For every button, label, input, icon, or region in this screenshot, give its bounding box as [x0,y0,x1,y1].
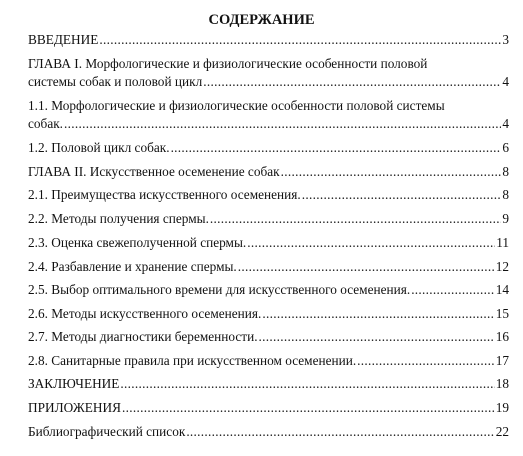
toc-entry-text: ЗАКЛЮЧЕНИЕ [28,376,120,391]
toc-page-number: 3 [502,32,509,47]
toc-leader-dots [122,399,495,417]
toc-leader-dots [302,186,502,204]
toc-leader-dots [186,423,494,441]
toc-entry-bibliography [28,423,509,441]
toc-page-number: 19 [495,400,509,415]
toc-entry-text: ГЛАВА II. Искусственное осеменение собак [28,164,280,179]
toc-entry-text: 2.6. Методы искусственного осеменения. [28,306,262,321]
toc-page-number: 17 [495,353,509,368]
toc-page-number: 22 [495,424,509,439]
toc-leader-dots [411,281,495,299]
toc-page-number: 12 [495,259,509,274]
toc-entry-chapter1-line1: ГЛАВА I. Морфологические и физиологические особенности половой [28,56,428,71]
toc-entry-text: системы собак и половой цикл [28,74,203,89]
toc-page-number: 9 [502,211,509,226]
toc-entry-2-6 [28,305,509,323]
toc-entry-text: 2.4. Разбавление и хранение спермы. [28,259,237,274]
toc-entry-appendices [28,399,509,417]
toc-entry-introduction [28,31,509,49]
toc-entry-text: собак. [28,116,64,131]
toc-page-number: 4 [502,74,509,89]
toc-leader-dots [262,305,494,323]
toc-entry-text: 2.7. Методы диагностики беременности. [28,329,258,344]
toc-page-number: 14 [495,282,509,297]
toc-entry-1-1-line1: 1.1. Морфологические и физиологические особенности половой системы [28,98,445,113]
toc-entry-2-7 [28,328,509,346]
toc-entry-2-3 [28,234,509,252]
toc-leader-dots [203,73,501,91]
toc-leader-dots [357,352,495,370]
toc-entry-conclusion [28,375,509,393]
toc-leader-dots [171,139,502,157]
toc-leader-dots [281,163,502,181]
toc-entry-text: 1.2. Половой цикл собак. [28,140,170,155]
toc-entry-text: 2.1. Преимущества искусственного осеменения. [28,187,301,202]
toc-leader-dots [238,258,495,276]
toc-leader-dots [120,375,494,393]
toc-entry-text: 2.5. Выбор оптимального времени для искусственного осеменения. [28,282,411,297]
toc-entry-text: 2.3. Оценка свежеполученной спермы. [28,235,247,250]
toc-entry-1-2 [28,139,509,157]
toc-page-number: 18 [495,376,509,391]
toc-entry-chapter2 [28,163,509,181]
toc-entry-2-4 [28,258,509,276]
toc-entry-2-8 [28,352,509,370]
toc-entry-2-5 [28,281,509,299]
toc-entry-chapter1 [28,73,509,91]
toc-entry-text: ВВЕДЕНИЕ [28,32,99,47]
toc-leader-dots [247,234,495,252]
toc-leader-dots [210,210,501,228]
toc-page-number: 6 [502,140,509,155]
toc-page-number: 15 [495,306,509,321]
toc-entry-text: Библиографический список [28,424,186,439]
toc-entry-1-1 [28,115,509,133]
toc-entry-text: ПРИЛОЖЕНИЯ [28,400,122,415]
toc-entry-text: 2.8. Санитарные правила при искусственном осеменении. [28,353,357,368]
toc-page-number: 4 [502,116,509,131]
toc-title: СОДЕРЖАНИЕ [208,12,315,28]
toc-page-number: 16 [495,329,509,344]
toc-entry-text: 2.2. Методы получения спермы. [28,211,209,226]
toc-entry-2-1 [28,186,509,204]
toc-leader-dots [99,31,501,49]
toc-page-number: 8 [502,164,509,179]
toc-leader-dots [259,328,495,346]
toc-page-number: 11 [496,235,509,250]
toc-entry-2-2 [28,210,509,228]
toc-page-number: 8 [502,187,509,202]
toc-leader-dots [64,115,501,133]
